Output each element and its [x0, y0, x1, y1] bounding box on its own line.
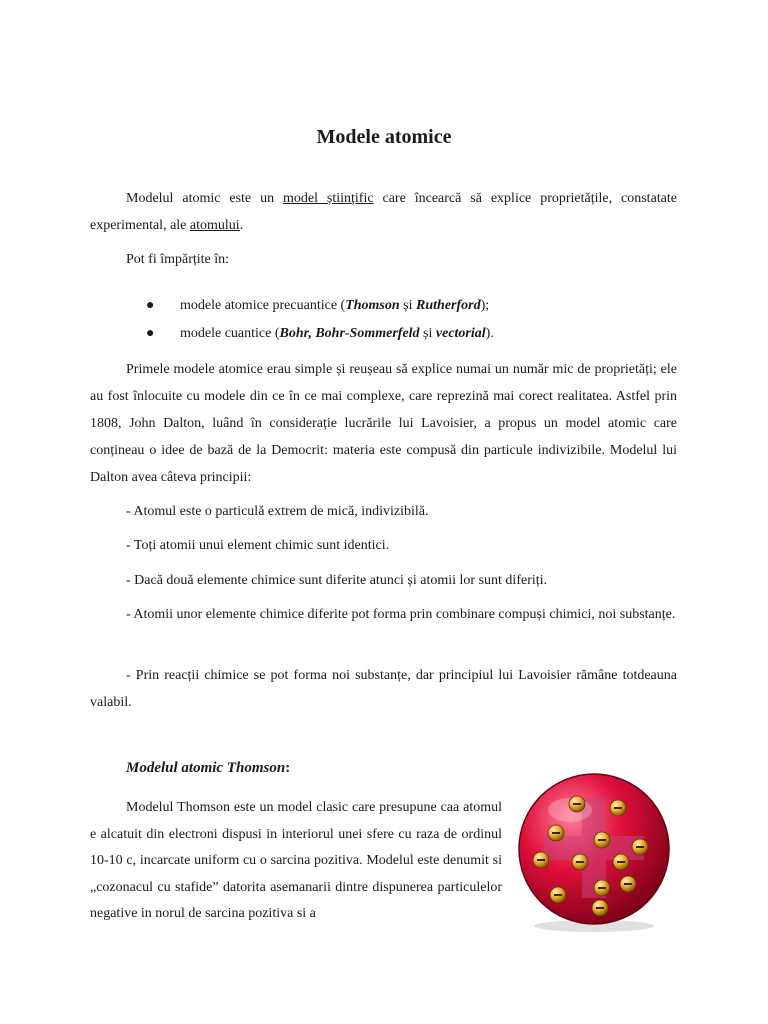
minus-sign-icon: [552, 832, 560, 834]
bullet-item-precuantice: modele atomice precuantice (Thomson și Rutherford);: [180, 298, 490, 313]
thomson-atom-illustration: [510, 770, 678, 935]
thomson-paragraph: Modelul Thomson este un model clasic care presupune caa atomul e alcatuit din electroni dispusi in interiorul unei sfere cu raza de ordinul 10-10 c, incarcate uniform cu o sarcina pozitiva. Modelul este denumit si „cozonacul cu stafide” datorita asemanarii dintre dispunerea particulelor negative in norul de sarcina pozitiva si a: [90, 800, 502, 921]
link-model-stiintific[interactable]: model științific: [283, 191, 374, 206]
minus-sign-icon: [617, 861, 625, 863]
intro-text: Modelul atomic este un: [126, 191, 283, 206]
minus-sign-icon: [614, 807, 622, 809]
intro-text-2: care încearcă să explice proprietățile, constatate experimental, ale: [90, 191, 677, 233]
minus-sign-icon: [636, 846, 644, 848]
bullet-item-cuantice: modele cuantice (Bohr, Bohr-Sommerfeld și vectorial).: [180, 326, 494, 341]
principle-item: - Toți atomii unui element chimic sunt identici.: [126, 538, 390, 553]
principle-item: - Atomul este o particulă extrem de mică, indivizibilă.: [126, 504, 429, 519]
minus-sign-icon: [598, 887, 606, 889]
link-atomului[interactable]: atomului: [189, 218, 240, 233]
minus-sign-icon: [598, 839, 606, 841]
atom-sphere-icon: [510, 770, 678, 935]
minus-sign-icon: [573, 803, 581, 805]
page-title: Modele atomice: [316, 126, 452, 148]
minus-sign-icon: [554, 894, 562, 896]
minus-sign-icon: [596, 907, 604, 909]
categories-paragraph: Pot fi împărțite în:: [126, 252, 230, 267]
section-heading-thomson: Modelul atomic Thomson:: [126, 760, 291, 776]
bullet-marker: ●: [146, 326, 155, 341]
intro-paragraph: [90, 185, 677, 239]
principle-item: - Prin reacții chimice se pot forma noi substanțe, dar principiul lui Lavoisier rămâne totdeauna valabil.: [90, 668, 677, 710]
minus-sign-icon: [537, 859, 545, 861]
minus-sign-icon: [624, 883, 632, 885]
minus-sign-icon: [576, 861, 584, 863]
bullet-marker: ●: [146, 298, 155, 313]
dalton-paragraph: Primele modele atomice erau simple și reușeau să explice numai un număr mic de proprietăți; ele au fost înlocuite cu modele din ce în ce mai complexe, care reprezină mai corect realitatea. Astfel prin 1808, John Dalton, luând în considerație lucrările lui Lavoisier, a propus un model atomic care conțineau o idee de bază de la Democrit: materia este compusă din particule indivizibile. Modelul lui Dalton avea câteva principii:: [90, 362, 677, 485]
principle-item: - Atomii unor elemente chimice diferite pot forma prin combinare compuși chimici, noi substanțe.: [126, 607, 676, 622]
intro-text-end: .: [239, 218, 244, 233]
principle-item: - Dacă două elemente chimice sunt diferite atunci și atomii lor sunt diferiți.: [126, 573, 548, 588]
